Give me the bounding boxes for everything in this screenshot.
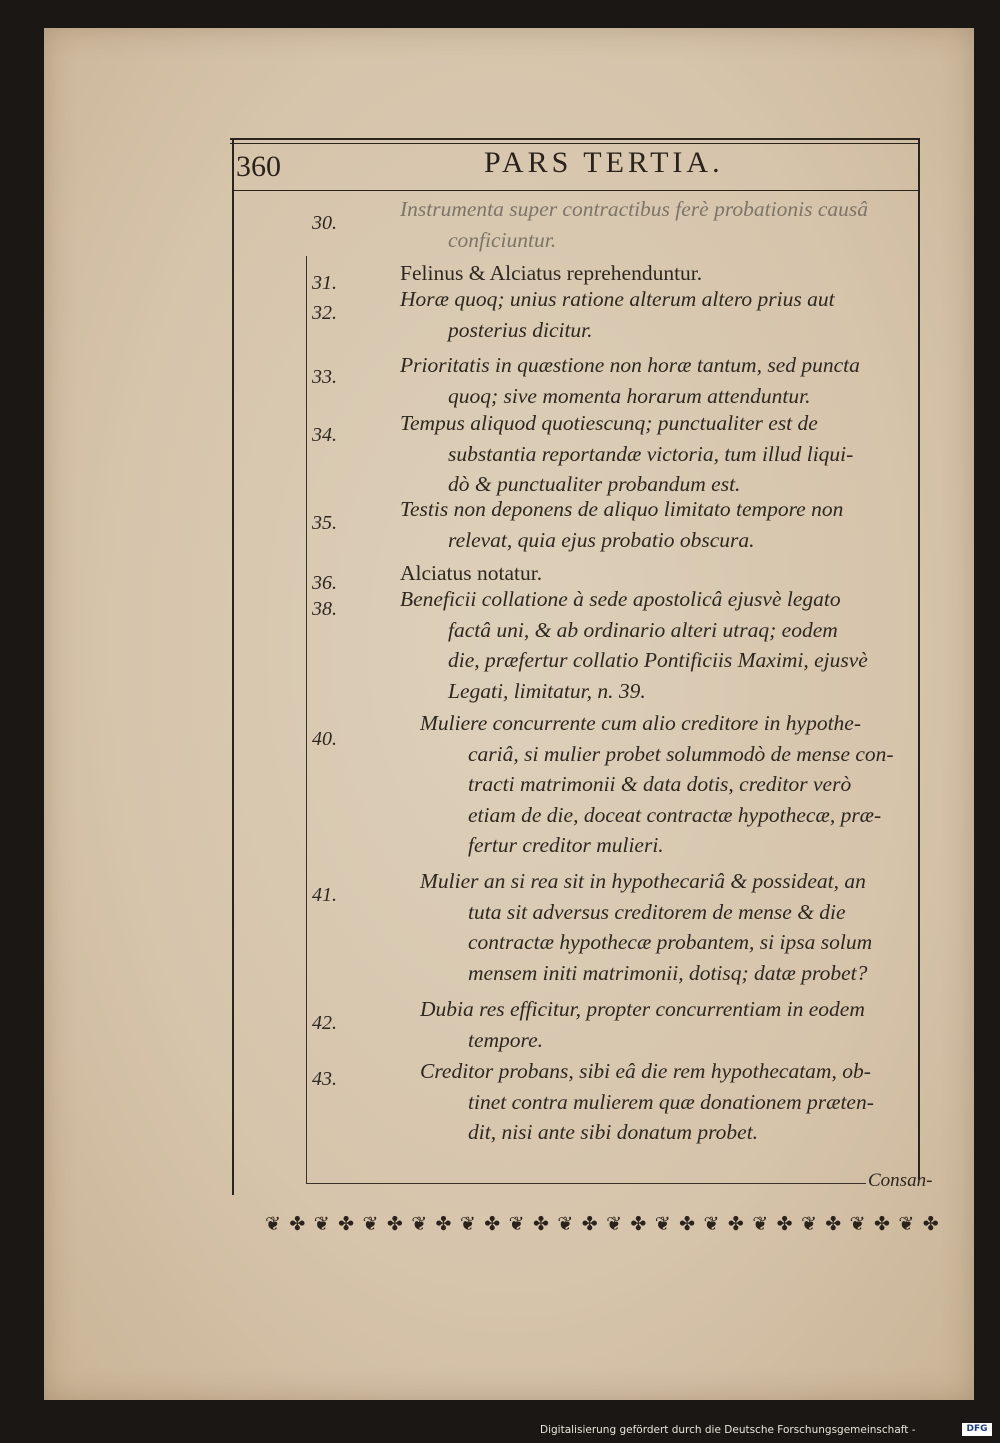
entry-number: 34. <box>312 424 337 446</box>
entry-line: tempore. <box>468 1027 544 1052</box>
entry-line: cariâ, si mulier probet solummodò de mense con- <box>468 741 894 766</box>
margin-rule <box>306 256 307 1184</box>
entry-line: quoq; sive momenta horarum attenduntur. <box>448 383 811 408</box>
funding-notice: Digitalisierung gefördert durch die Deutsche Forschungsgemeinschaft - <box>540 1424 916 1436</box>
frame-top-rule <box>230 138 920 140</box>
entry-line: Instrumenta super contractibus ferè probationis causâ <box>400 197 868 221</box>
page-number: 360 <box>236 150 281 183</box>
entry-line: Muliere concurrente cum alio creditore in hypothe- <box>420 711 862 735</box>
entry-text <box>400 584 920 706</box>
entry-number: 33. <box>312 366 337 388</box>
running-head: PARS TERTIA. <box>484 146 724 179</box>
entry-number: 30. <box>312 212 337 234</box>
entry-line: Mulier an si rea sit in hypothecariâ & possideat, an <box>420 869 866 893</box>
dfg-logo: DFG <box>962 1423 992 1436</box>
entry-line: dit, nisi ante sibi donatum probet. <box>468 1120 759 1144</box>
entry-number: 35. <box>312 512 337 534</box>
entry-number: 31. <box>312 272 337 294</box>
entry-line: Dubia res efficitur, propter concurrentiam in eodem <box>420 997 865 1021</box>
entry-number: 32. <box>312 302 337 324</box>
entry-line: relevat, quia ejus probatio obscura. <box>448 527 755 552</box>
entry-line: conficiuntur. <box>448 227 557 252</box>
entry-line: tracti matrimonii & data dotis, creditor verò <box>468 772 852 796</box>
entry-line: Horæ quoq; unius ratione alterum altero prius aut <box>400 287 835 311</box>
entry-text <box>420 994 940 1055</box>
entry-text <box>400 408 920 500</box>
entry-line: Felinus & Alciatus reprehenduntur. <box>400 261 703 285</box>
entry-text <box>400 194 920 255</box>
entry-line: Legati, limitatur, n. 39. <box>448 678 646 703</box>
entry-line: etiam de die, doceat contractæ hypothecæ, præ- <box>468 802 882 827</box>
entry-line: substantia reportandæ victoria, tum illud liqui- <box>448 441 854 466</box>
entry-number: 41. <box>312 884 337 906</box>
entry-number: 36. <box>312 572 337 594</box>
entry-line: dò & punctualiter probandum est. <box>448 472 741 496</box>
entry-number: 42. <box>312 1012 337 1034</box>
catchword: Consan- <box>868 1170 933 1191</box>
entry-line: die, præfertur collatio Pontificiis Maximi, ejusvè <box>448 648 868 672</box>
frame-top-rule-thin <box>230 143 920 144</box>
entry-line: tuta sit adversus creditorem de mense & die <box>468 899 846 924</box>
entry-text <box>420 1056 940 1148</box>
header-rule <box>232 190 920 191</box>
entry-number: 43. <box>312 1068 337 1090</box>
entry-text <box>400 284 920 345</box>
bottom-rule <box>306 1183 866 1184</box>
entry-text <box>420 866 940 988</box>
ornament-border: ❦ ✤ ❦ ✤ ❦ ✤ ❦ ✤ ❦ ✤ ❦ ✤ ❦ ✤ ❦ ✤ ❦ ✤ ❦ ✤ ❦ ✤ ❦ ✤ ❦ ✤ ❦ ✤ <box>265 1213 939 1235</box>
entry-line: contractæ hypothecæ probantem, si ipsa solum <box>468 930 873 954</box>
entry-number: 38. <box>312 598 337 620</box>
entry-line: tinet contra mulierem quæ donationem præten- <box>468 1089 874 1114</box>
entry-line: Beneficii collatione à sede apostolicâ ejusvè legato <box>400 587 841 611</box>
entry-line: Creditor probans, sibi eâ die rem hypothecatam, ob- <box>420 1059 871 1083</box>
frame-left-rule <box>232 140 234 1195</box>
entry-number: 40. <box>312 728 337 750</box>
entry-line: Tempus aliquod quotiescunq; punctualiter est de <box>400 411 818 435</box>
entry-line: fertur creditor mulieri. <box>468 833 664 857</box>
entry-line: factâ uni, & ab ordinario alteri utraq; eodem <box>448 617 838 642</box>
entry-line: Testis non deponens de aliquo limitato tempore non <box>400 497 844 521</box>
entry-text <box>400 494 920 555</box>
entry-line: Prioritatis in quæstione non horæ tantum, sed puncta <box>400 353 860 377</box>
entry-text <box>400 350 920 411</box>
entry-text <box>420 708 940 861</box>
entry-line: Alciatus notatur. <box>400 561 543 585</box>
entry-line: mensem initi matrimonii, dotisq; datæ probet? <box>468 960 868 985</box>
entry-line: posterius dicitur. <box>448 317 593 342</box>
